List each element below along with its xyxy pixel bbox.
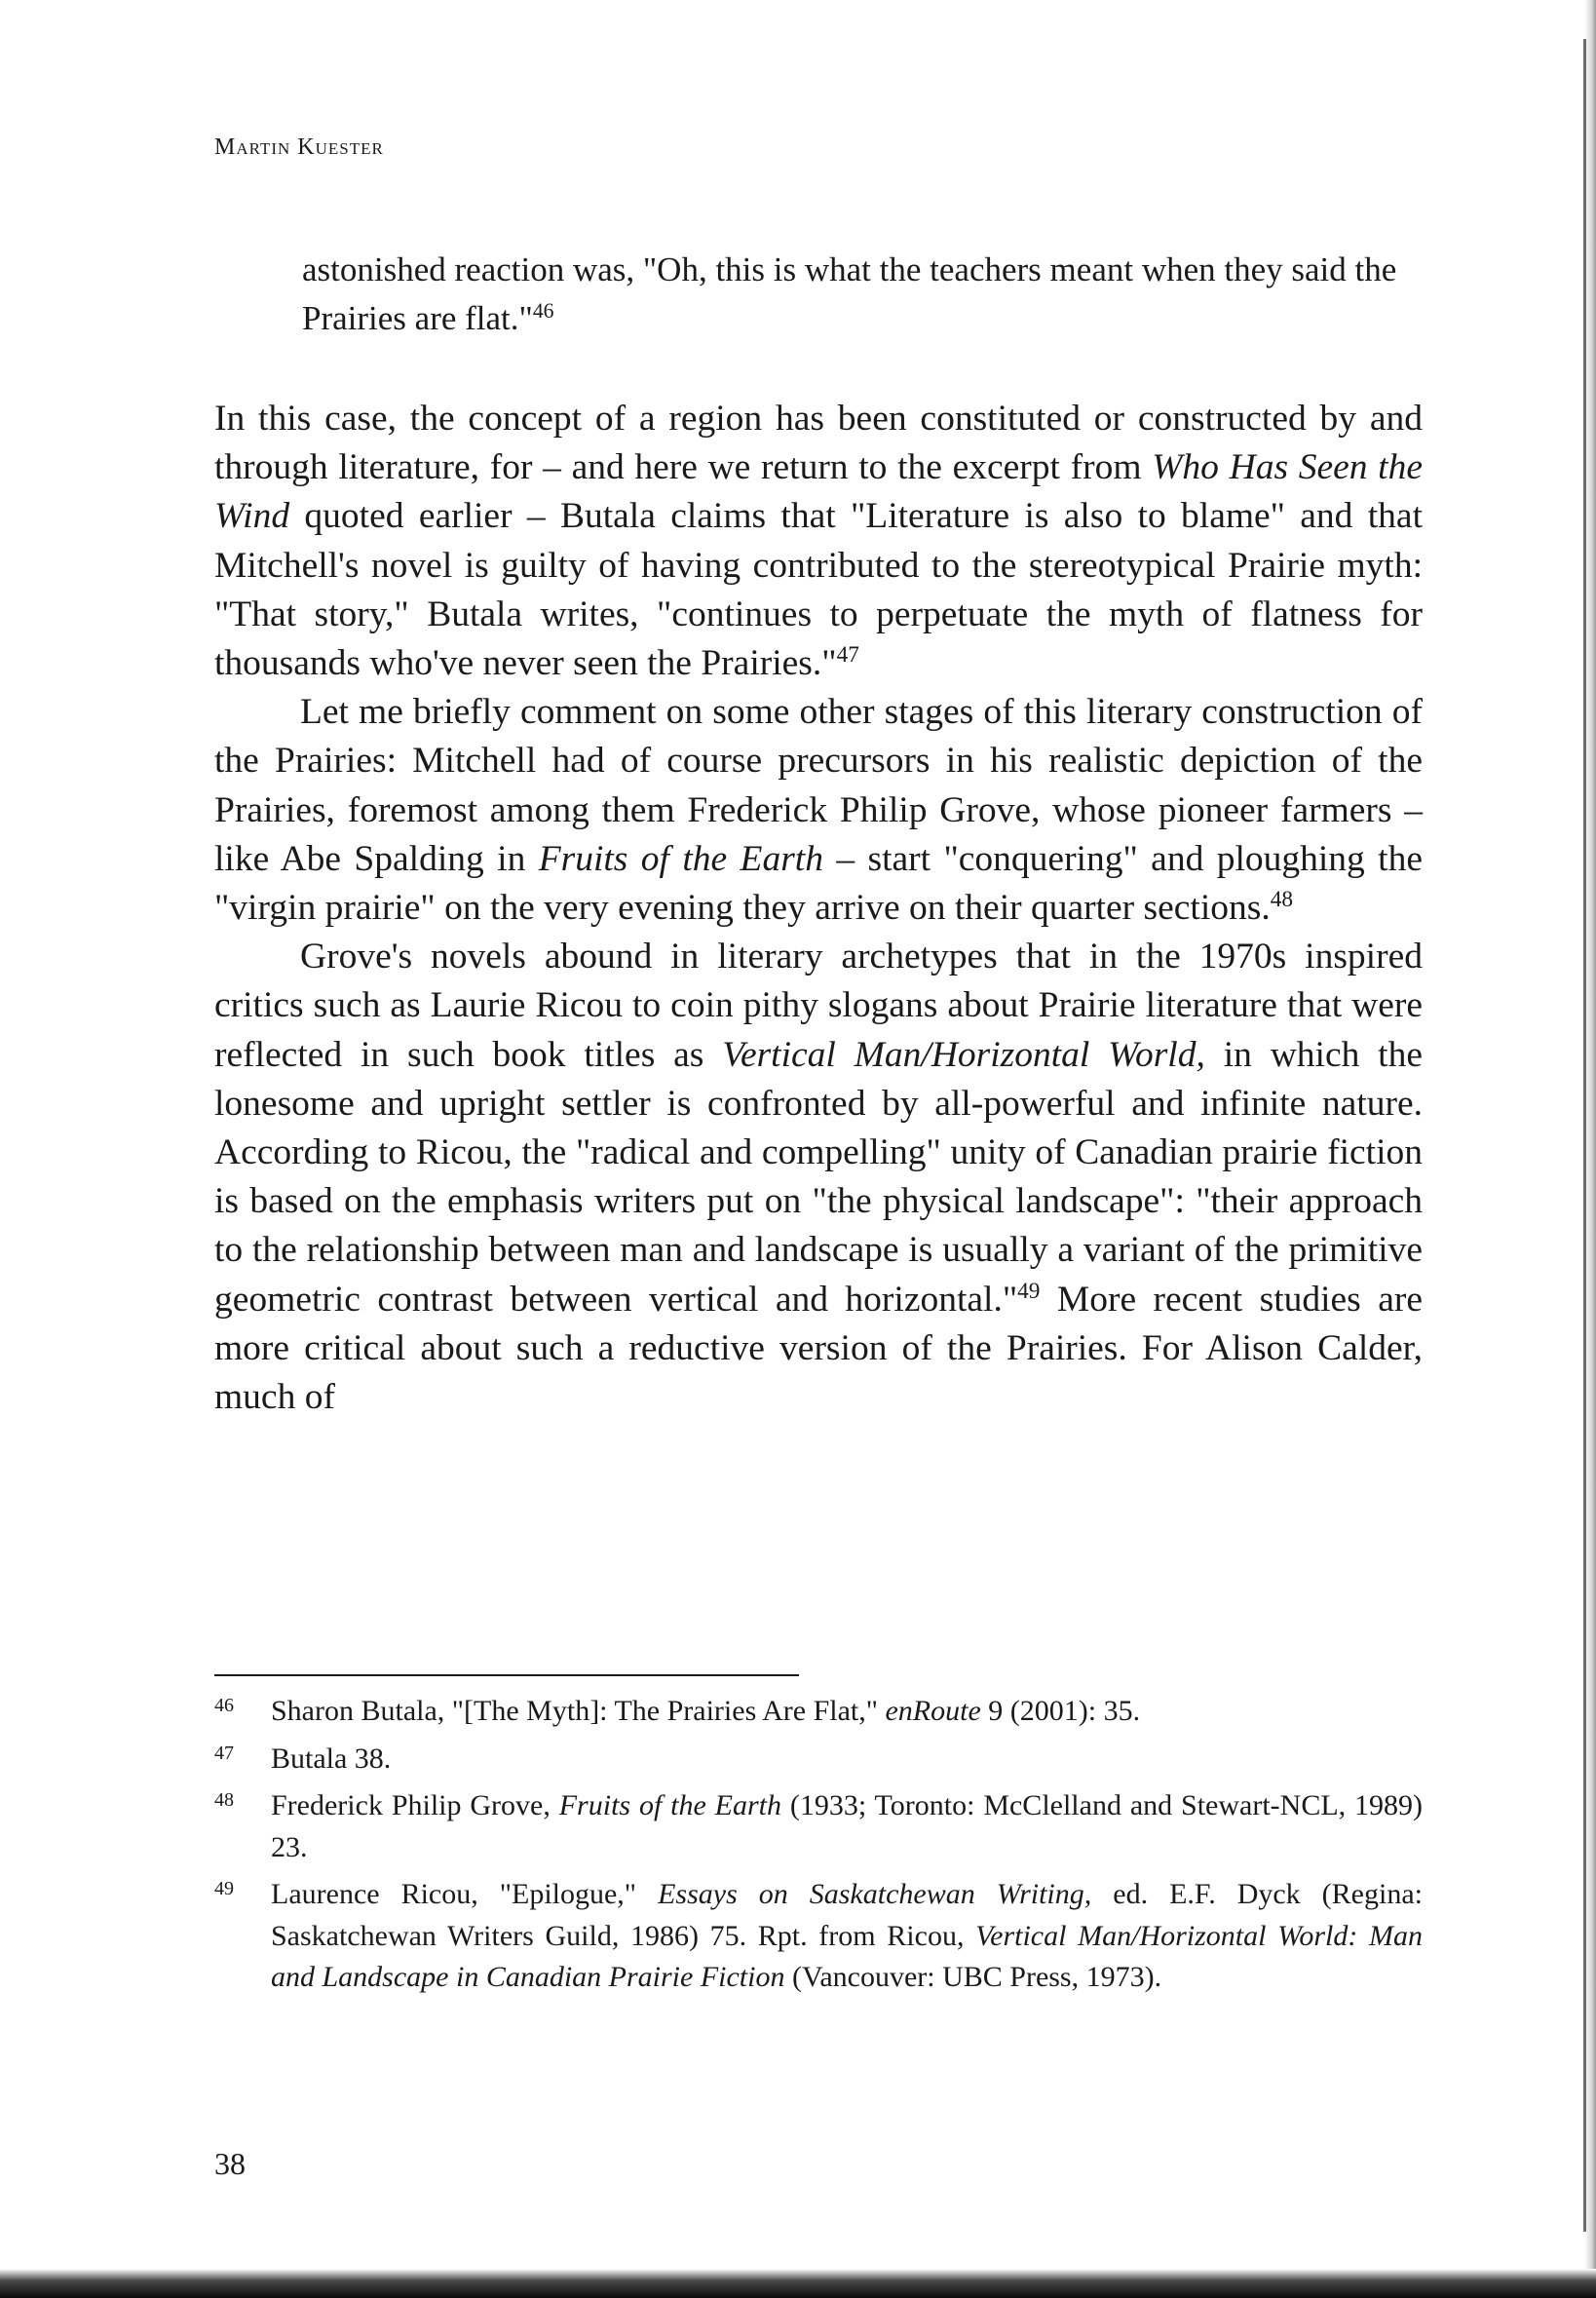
italic-run: Vertical Man/Horizontal World,: [722, 1034, 1205, 1075]
footnote-number: 49: [214, 1878, 234, 1899]
footnote-number: 47: [214, 1742, 234, 1764]
footnote-47: [214, 1739, 1423, 1781]
italic-run: Fruits of the Earth: [558, 1789, 782, 1821]
text-run: More recent studies are more critical about such a reductive version of the Prairies. For Alison Calder, much of: [214, 1279, 1423, 1418]
text-run: Laurence Ricou, "Epilogue,": [271, 1878, 659, 1910]
footnote-reference: 47: [836, 642, 859, 669]
footnote-reference: 46: [532, 299, 554, 324]
text-run: (1933; Toronto: McClelland and Stewart-NCL, 1989) 23.: [271, 1789, 1424, 1863]
text-run: – start "conquering" and ploughing the "virgin prairie" on the very evening they arrive on their quarter sections.: [214, 838, 1423, 929]
text-run: ed. E.F. Dyck (Regina: Saskatchewan Writers Guild, 1986) 75. Rpt. from Ricou,: [271, 1878, 1423, 1952]
italic-run: Vertical Man/Horizontal World: Man and Landscape in Canadian Prairie Fiction: [271, 1919, 1424, 1993]
text-run: quoted earlier – Butala claims that "Literature is also to blame" and that Mitchell's novel is guilty of having contributed to the stereotypical Prairie myth: "That story," Butala writes, "continues to perpetuate the myth of flatness for thousands who've never seen the Prairies.": [214, 496, 1423, 684]
italic-run: enRoute: [885, 1695, 981, 1727]
footnote-text: [271, 1695, 1140, 1727]
footnote-48: [214, 1785, 1423, 1868]
text-run: Frederick Philip Grove,: [271, 1789, 559, 1821]
text-run: Grove's novels abound in literary archetypes that in the 1970s inspired critics such as Laurie Ricou to coin pithy slogans about Prairie literature that were reflected in such book titles as: [214, 937, 1423, 1075]
footnote-reference: 49: [1017, 1278, 1041, 1304]
footnote-number: 48: [214, 1789, 234, 1811]
footnote-49: [214, 1874, 1423, 1999]
text-run: Sharon Butala, "[The Myth]: The Prairies Are Flat,": [271, 1695, 886, 1727]
italic-run: Essays on Saskatchewan Writing,: [658, 1878, 1092, 1910]
footnote-text: [271, 1878, 1423, 1993]
italic-run: Who Has Seen the Wind: [214, 447, 1423, 537]
scan-binding-line: [1583, 39, 1586, 2232]
footnote-text: [271, 1743, 391, 1775]
text-run: In this case, the concept of a region has been constituted or constructed by and through literature, for – and here we return to the excerpt from: [214, 399, 1423, 488]
text-run: astonished reaction was, "Oh, this is what the teachers meant when they said the Prairies are flat.": [302, 250, 1397, 337]
footnote-46: [214, 1691, 1423, 1733]
footnote-rule: [214, 1674, 799, 1676]
paragraph-3: [214, 933, 1423, 1422]
footnote-number: 46: [214, 1695, 234, 1716]
text-run: in which the lonesome and upright settler is confronted by all-powerful and infinite nature. According to Ricou, the "radical and compelling" unity of Canadian prairie fiction is based on the emphasis writers put on "the physical landscape": "their approach to the relationship between man and landscape is usually a variant of the primitive geometric contrast between vertical and horizontal.": [214, 1034, 1423, 1320]
text-run: Let me briefly comment on some other stages of this literary construction of the Prairies: Mitchell had of course precursors in his realistic depiction of the Prairies, foremost among them Frederick Philip Grove, whose pioneer farmers – like Abe Spalding in: [214, 692, 1423, 879]
text-run: Butala 38.: [271, 1742, 392, 1775]
body-text: [214, 395, 1423, 1422]
text-run: 9 (2001): 35.: [980, 1695, 1141, 1727]
italic-run: Fruits of the Earth: [538, 838, 823, 879]
block-quote: [302, 246, 1432, 343]
footnotes: [214, 1691, 1423, 2005]
text-run: (Vancouver: UBC Press, 1973).: [784, 1961, 1162, 1993]
footnote-reference: 48: [1270, 887, 1293, 913]
paragraph-1: [214, 395, 1423, 688]
page-number: 38: [214, 2146, 246, 2181]
paragraph-2: [214, 688, 1423, 933]
scan-edge-bottom: [0, 2269, 1596, 2298]
footnote-text: [271, 1789, 1423, 1863]
running-head: Martin Kuester: [214, 134, 384, 160]
